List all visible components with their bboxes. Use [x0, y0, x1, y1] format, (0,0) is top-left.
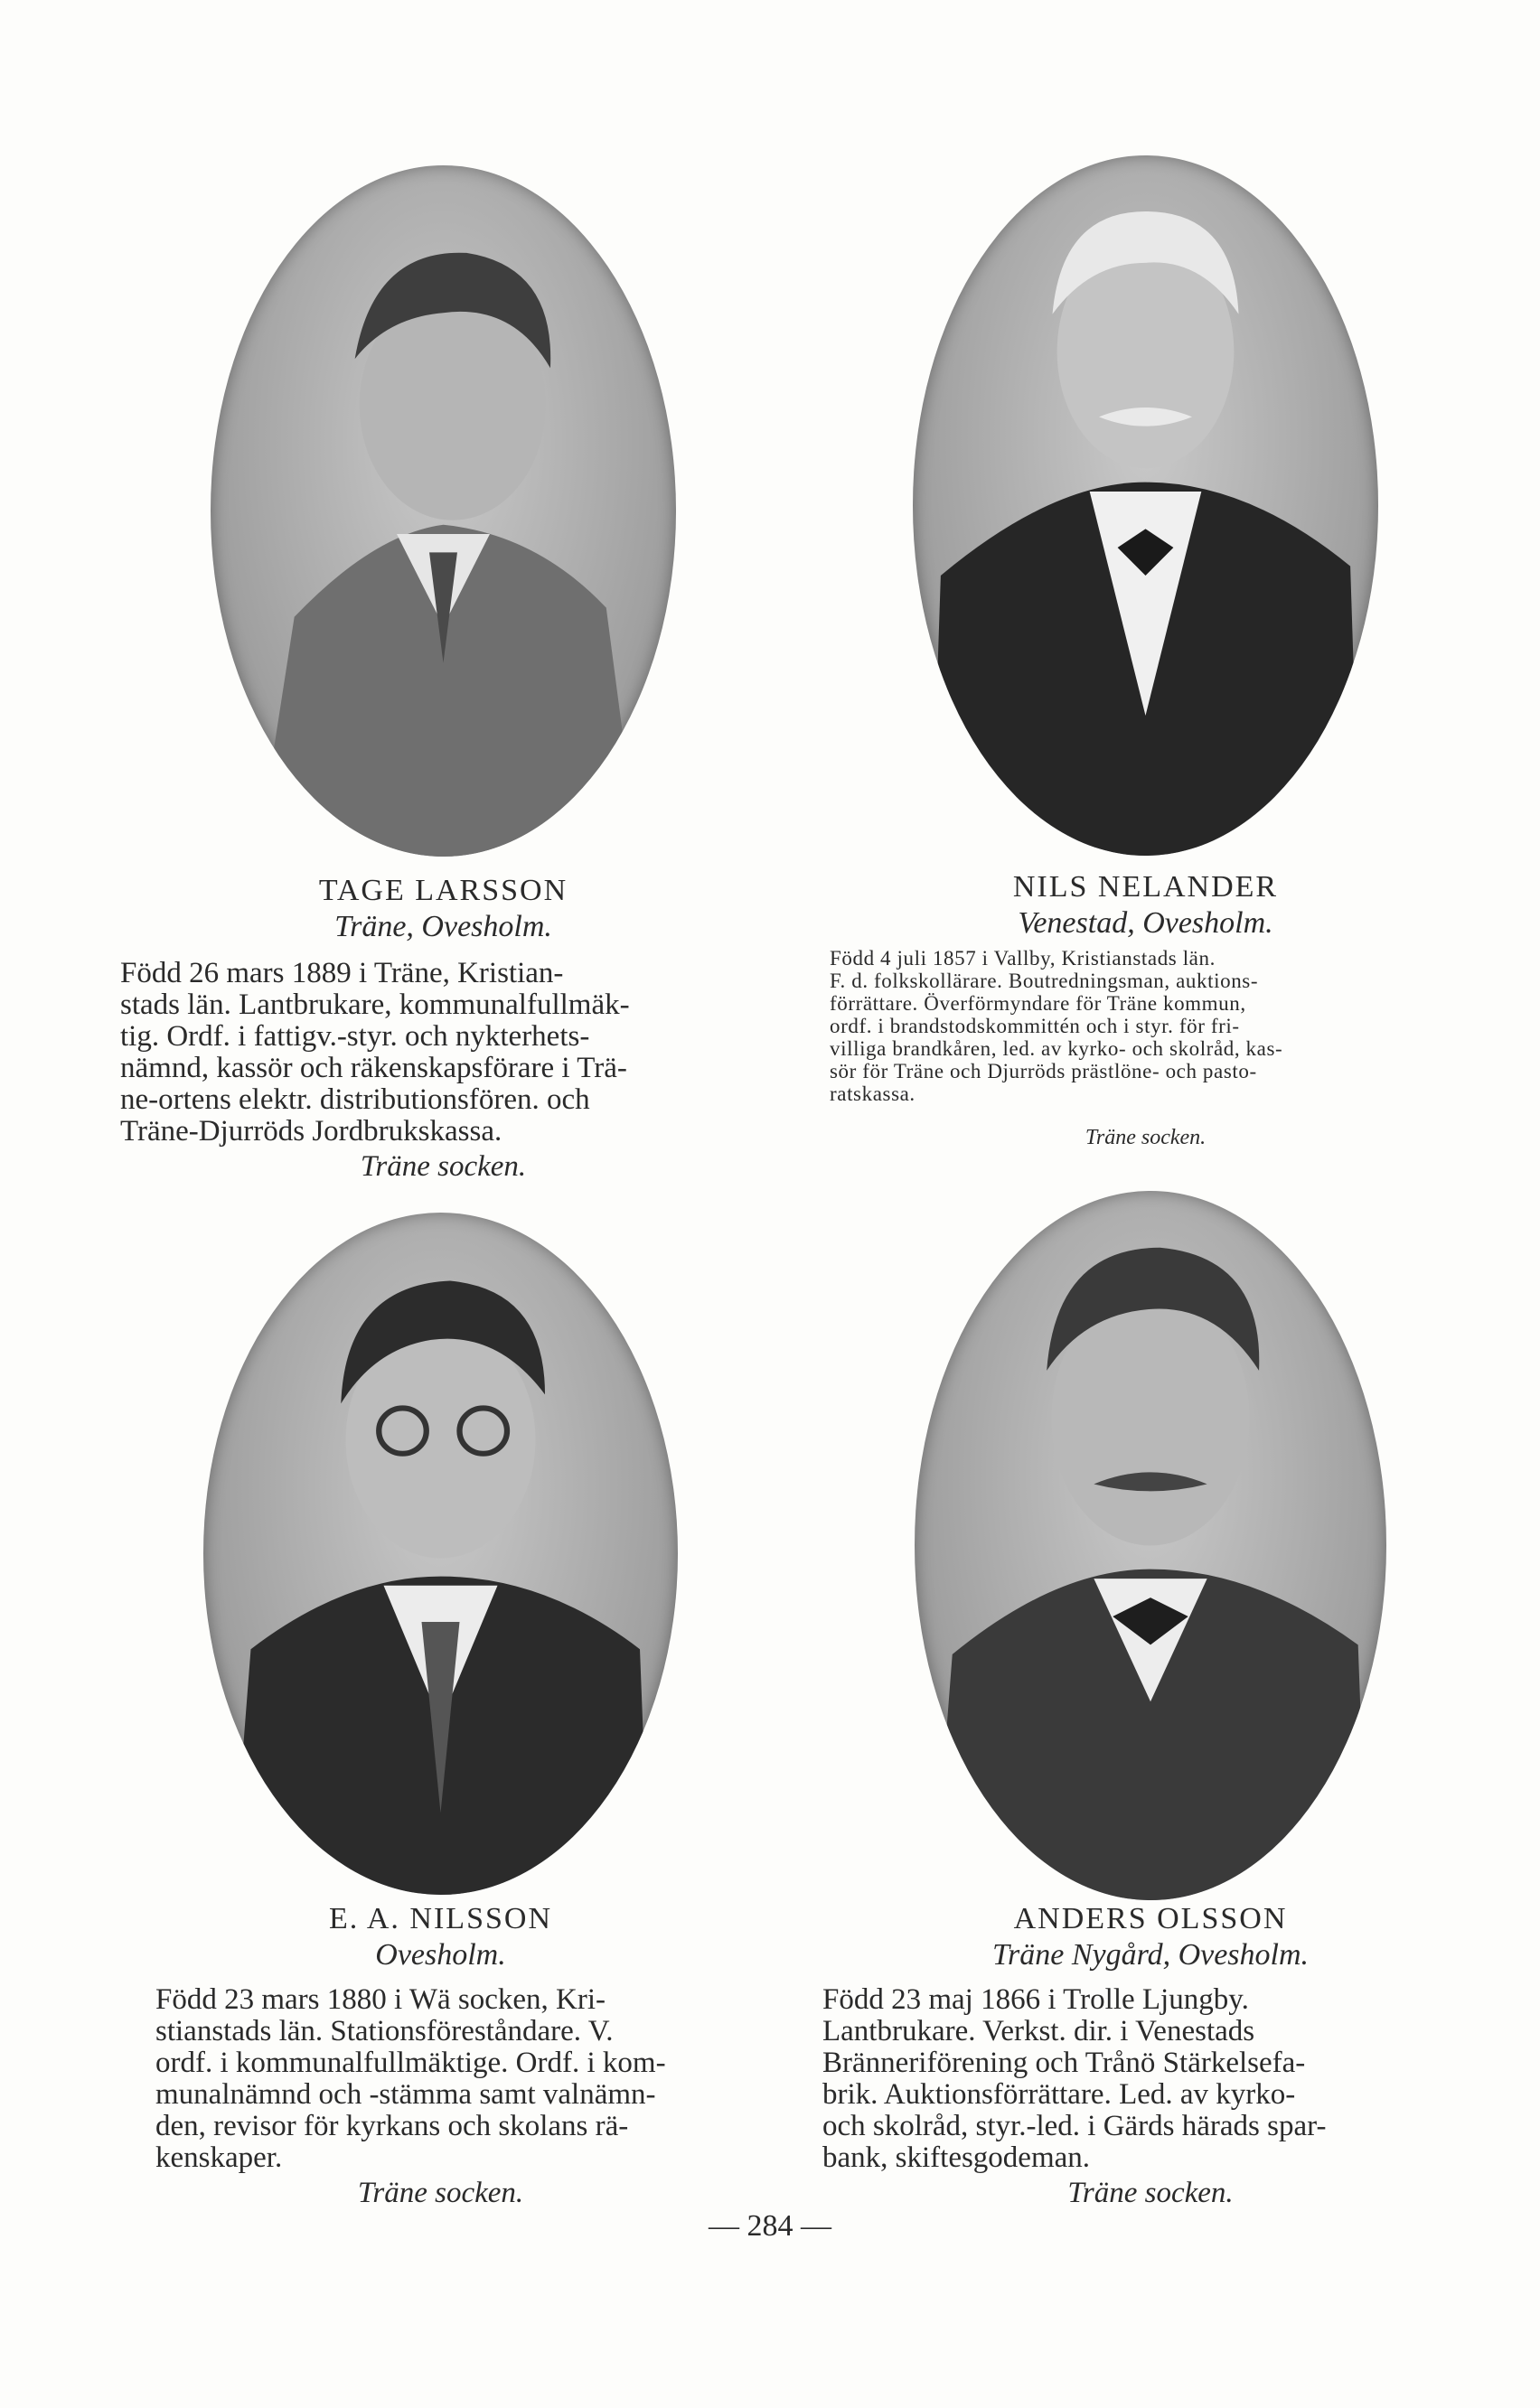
bio-line: Träne-Djurröds Jordbrukskassa. [120, 1115, 502, 1148]
bio-line: bank, skiftesgodeman. [822, 2141, 1091, 2174]
entry-2-place: Venestad, Ovesholm. [1018, 906, 1273, 940]
entry-3-name: E. A. NILSSON [328, 1902, 553, 1935]
bio-line: ordf. i kommunalfullmäktige. Ordf. i kom- [155, 2047, 666, 2079]
bio-line: den, revisor för kyrkans och skolans rä- [155, 2110, 629, 2142]
portrait-figure [211, 165, 676, 857]
entry-2-name: NILS NELANDER [1012, 870, 1279, 904]
bio-line: nämnd, kassör och räkenskapsförare i Trä- [120, 1052, 627, 1084]
entry-1-place: Träne, Ovesholm. [334, 910, 552, 943]
entry-1-header [211, 873, 676, 945]
bio-line: Född 26 mars 1889 i Träne, Kristian- [120, 957, 564, 989]
entry-3-place: Ovesholm. [375, 1938, 506, 1972]
portrait-figure [203, 1213, 678, 1895]
portrait-figure [913, 155, 1378, 856]
bio-line: Född 4 juli 1857 i Vallby, Kristianstads län. [830, 947, 1216, 970]
entry-4-header [915, 1901, 1386, 1973]
bio-line: brik. Auktionsförrättare. Led. av kyrko- [822, 2078, 1296, 2111]
bio-line: F. d. folkskollärare. Boutredningsman, auktions- [830, 970, 1259, 992]
bio-line: och skolråd, styr.-led. i Gärds härads spar- [822, 2110, 1327, 2142]
entry-4-name: ANDERS OLSSON [1013, 1902, 1288, 1935]
bio-line: villiga brandkåren, led. av kyrko- och skolråd, kas- [830, 1037, 1283, 1060]
bio-line: Lantbrukare. Verkst. dir. i Venestads [822, 2015, 1255, 2047]
entry-1-bio [120, 958, 766, 1148]
entry-2-header [913, 869, 1378, 942]
entry-4-parish: Träne socken. [1067, 2177, 1234, 2209]
entry-3-header [203, 1901, 678, 1973]
portrait-figure [915, 1191, 1386, 1900]
entry-1-name: TAGE LARSSON [318, 874, 568, 907]
bio-line: munalnämnd och -stämma samt valnämn- [155, 2078, 656, 2111]
portrait-tage-larsson [211, 165, 676, 857]
entry-4-place: Träne Nygård, Ovesholm. [991, 1938, 1310, 1972]
entry-3-bio [155, 1984, 747, 2174]
entry-2-bio [830, 947, 1460, 1105]
page-number: — 284 — [709, 2209, 831, 2243]
bio-line: tig. Ordf. i fattigv.-styr. och nykterhets- [120, 1020, 590, 1053]
portrait-e-a-nilsson [203, 1213, 678, 1895]
bio-line: Född 23 mars 1880 i Wä socken, Kri- [155, 1983, 606, 2016]
bio-line: ne-ortens elektr. distributionsfören. och [120, 1083, 590, 1116]
entry-2-parish: Träne socken. [1085, 1126, 1207, 1149]
bio-line: stianstads län. Stationsföreståndare. V. [155, 2015, 614, 2047]
portrait-anders-olsson [915, 1191, 1386, 1900]
bio-line: kenskaper. [155, 2141, 283, 2174]
bio-line: ordf. i brandstodskommittén och i styr. för fri- [830, 1015, 1240, 1037]
entry-3-parish: Träne socken. [357, 2177, 524, 2209]
entry-1-parish: Träne socken. [360, 1150, 527, 1183]
bio-line: ratskassa. [830, 1082, 916, 1105]
entry-4-bio [822, 1984, 1460, 2174]
bio-line: förrättare. Överförmyndare för Träne kommun, [830, 992, 1246, 1015]
portrait-nils-nelander [913, 155, 1378, 856]
bio-line: Född 23 maj 1866 i Trolle Ljungby. [822, 1983, 1249, 2016]
bio-line: Bränneriförening och Trånö Stärkelsefa- [822, 2047, 1306, 2079]
bio-line: stads län. Lantbrukare, kommunalfullmäk- [120, 988, 630, 1021]
bio-line: sör för Träne och Djurröds prästlöne- och pasto- [830, 1060, 1257, 1082]
